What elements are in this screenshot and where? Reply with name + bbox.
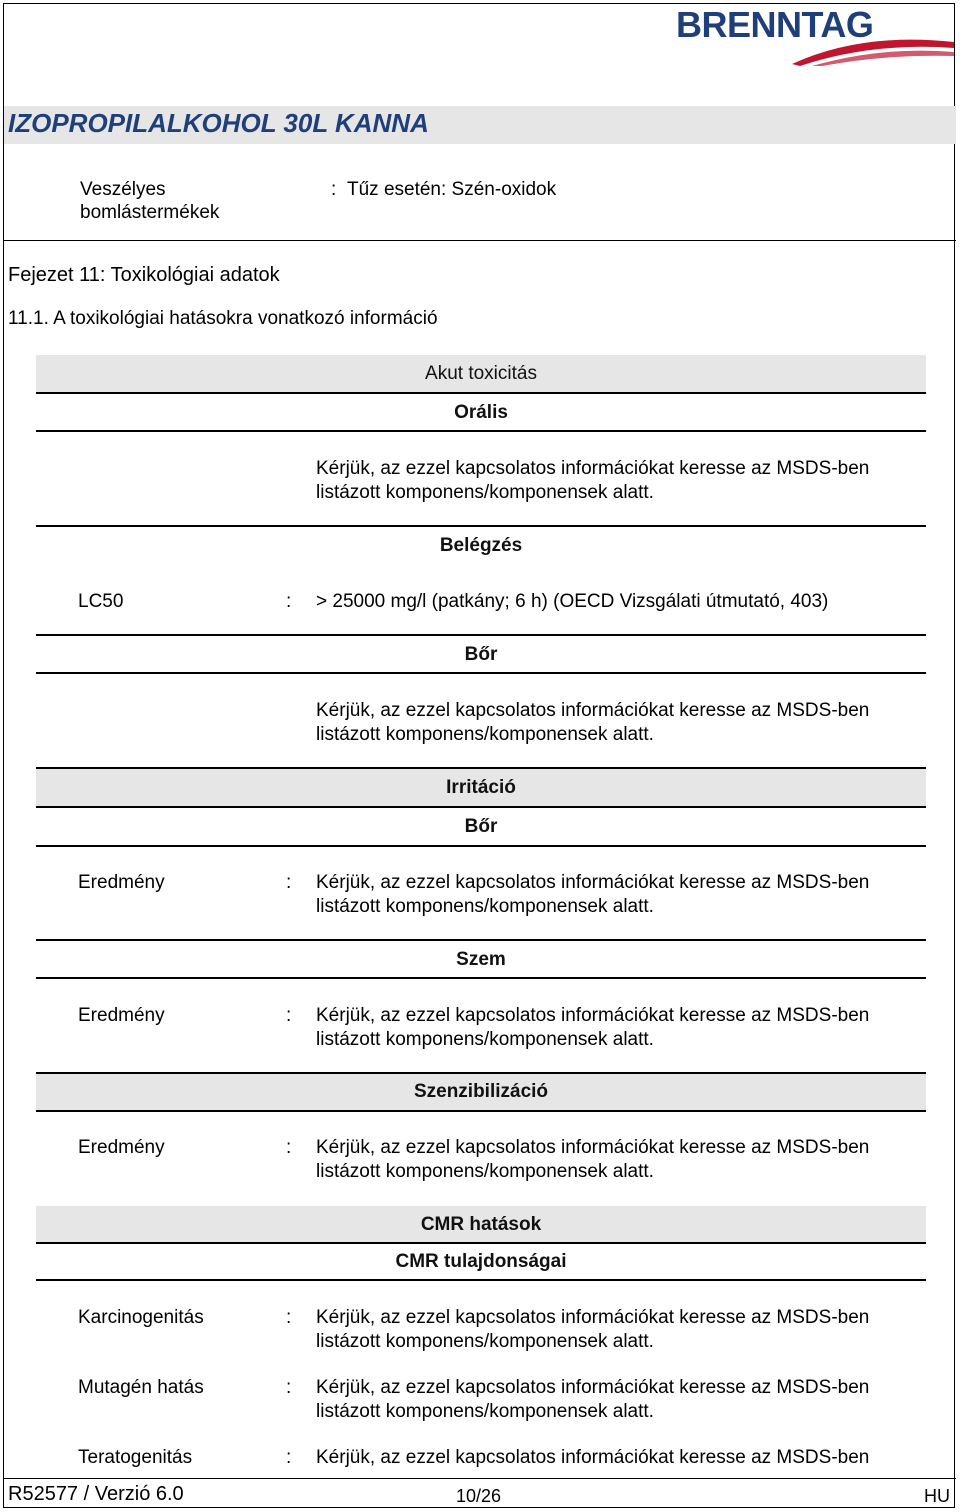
decomposition-colon: : <box>331 179 337 200</box>
carcinogenicity-value-1: Kérjük, az ezzel kapcsolatos információkat keresse az MSDS-ben <box>316 1307 870 1328</box>
mutagenicity-value-1: Kérjük, az ezzel kapcsolatos információkat keresse az MSDS-ben <box>316 1377 870 1398</box>
decomposition-label-2: bomlástermékek <box>80 202 220 223</box>
skin-result-colon: : <box>286 872 292 893</box>
acute-skin-heading: Bőr <box>464 644 498 665</box>
footer-language: HU <box>924 1486 950 1506</box>
carcinogenicity-value-2: listázott komponens/komponensek alatt. <box>316 1331 654 1352</box>
oral-refer-2: listázott komponens/komponensek alatt. <box>316 482 654 503</box>
teratogenicity-colon: : <box>286 1447 292 1468</box>
logo-swoosh-icon <box>672 2 958 66</box>
lc50-value: > 25000 mg/l (patkány; 6 h) (OECD Vizsgálati útmutató, 403) <box>316 591 829 612</box>
carcinogenicity-label: Karcinogenitás <box>78 1307 204 1328</box>
divider <box>36 939 926 941</box>
divider <box>36 672 926 674</box>
divider <box>36 845 926 847</box>
skin-result-value-2: listázott komponens/komponensek alatt. <box>316 896 654 917</box>
divider <box>36 430 926 432</box>
eye-result-colon: : <box>286 1005 292 1026</box>
divider <box>36 634 926 636</box>
divider <box>36 1279 926 1281</box>
brenntag-logo <box>672 2 958 66</box>
divider <box>36 1110 926 1112</box>
carcinogenicity-colon: : <box>286 1307 292 1328</box>
skin-result-label: Eredmény <box>78 872 165 893</box>
divider <box>36 525 926 527</box>
decomposition-value: Tűz esetén: Szén-oxidok <box>347 179 557 200</box>
product-title: IZOPROPILALKOHOL 30L KANNA <box>8 108 429 138</box>
skin-refer-1: Kérjük, az ezzel kapcsolatos információkat keresse az MSDS-ben <box>316 700 870 721</box>
eye-result-label: Eredmény <box>78 1005 165 1026</box>
divider <box>36 806 926 808</box>
eye-result-value-2: listázott komponens/komponensek alatt. <box>316 1029 654 1050</box>
mutagenicity-label: Mutagén hatás <box>78 1377 204 1398</box>
mutagenicity-colon: : <box>286 1377 292 1398</box>
teratogenicity-value-1: Kérjük, az ezzel kapcsolatos információkat keresse az MSDS-ben <box>316 1447 870 1468</box>
sensitization-result-value-2: listázott komponens/komponensek alatt. <box>316 1161 654 1182</box>
oral-heading: Orális <box>454 402 508 423</box>
footer-doc-id: R52577 / Verzió 6.0 <box>8 1483 184 1505</box>
footer-page-number: 10/26 <box>456 1486 502 1506</box>
eye-heading: Szem <box>456 949 506 970</box>
divider <box>4 240 956 241</box>
cmr-heading: CMR hatások <box>420 1214 542 1235</box>
divider <box>36 392 926 394</box>
lc50-colon: : <box>286 591 292 612</box>
skin-result-value-1: Kérjük, az ezzel kapcsolatos információkat keresse az MSDS-ben <box>316 872 870 893</box>
subsection-heading: 11.1. A toxikológiai hatásokra vonatkozó információ <box>8 308 438 329</box>
eye-result-value-1: Kérjük, az ezzel kapcsolatos információkat keresse az MSDS-ben <box>316 1005 870 1026</box>
divider <box>36 1242 926 1244</box>
page-frame <box>3 3 955 1508</box>
sensitization-heading: Szenzibilizáció <box>413 1081 549 1102</box>
teratogenicity-label: Teratogenitás <box>78 1447 193 1468</box>
footer-divider <box>4 1478 956 1479</box>
section-heading: Fejezet 11: Toxikológiai adatok <box>8 264 280 286</box>
logo-wordmark: BRENNTAG <box>676 4 874 45</box>
acute-heading: Akut toxicitás <box>425 363 537 384</box>
divider <box>36 977 926 979</box>
cmr-subheading: CMR tulajdonságai <box>395 1251 567 1272</box>
mutagenicity-value-2: listázott komponens/komponensek alatt. <box>316 1401 654 1422</box>
inhalation-heading: Belégzés <box>439 535 523 556</box>
sensitization-result-colon: : <box>286 1137 292 1158</box>
oral-refer-1: Kérjük, az ezzel kapcsolatos információkat keresse az MSDS-ben <box>316 458 870 479</box>
lc50-label: LC50 <box>78 591 124 612</box>
sensitization-result-label: Eredmény <box>78 1137 165 1158</box>
sensitization-result-value-1: Kérjük, az ezzel kapcsolatos információkat keresse az MSDS-ben <box>316 1137 870 1158</box>
decomposition-label-1: Veszélyes <box>80 179 166 200</box>
irritation-heading: Irritáció <box>446 777 516 798</box>
irritation-skin-heading: Bőr <box>464 816 498 837</box>
skin-refer-2: listázott komponens/komponensek alatt. <box>316 724 654 745</box>
